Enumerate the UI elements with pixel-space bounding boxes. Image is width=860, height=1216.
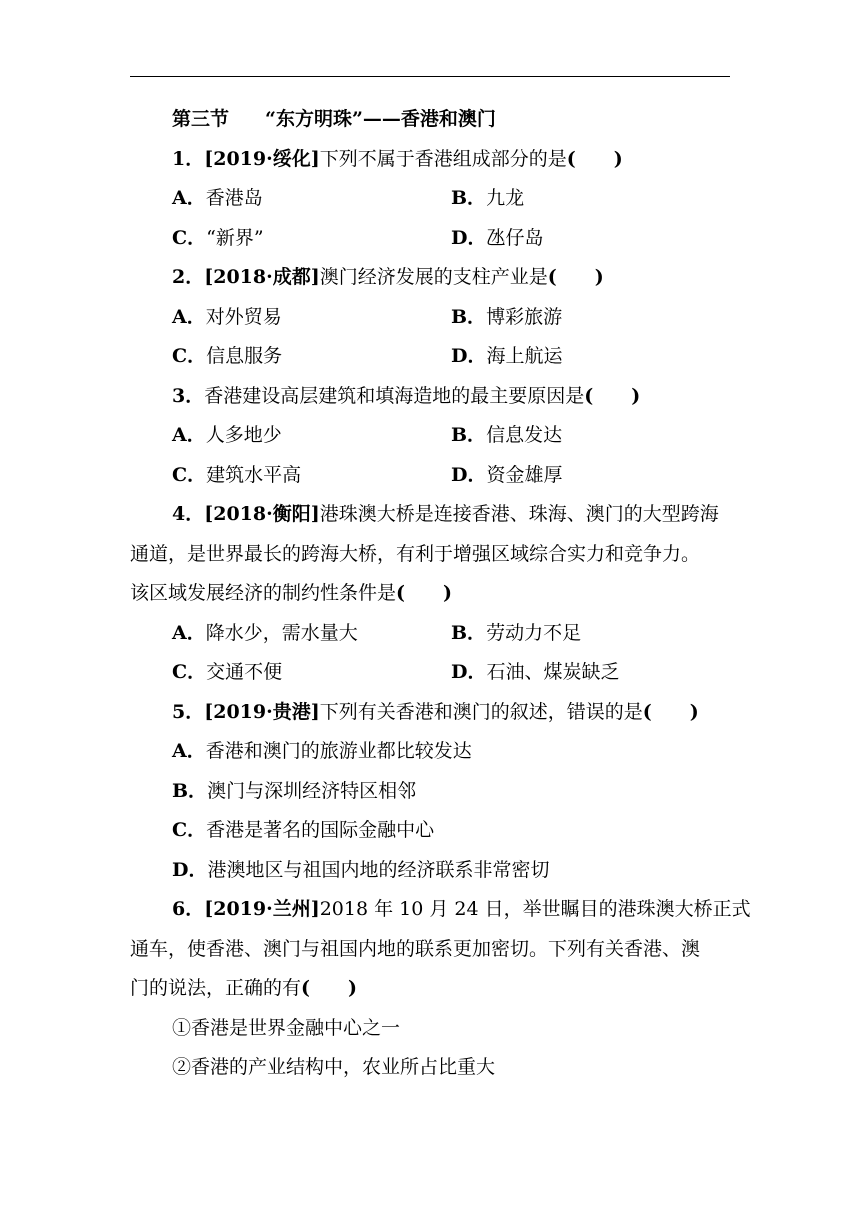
question-text: 香港建设高层建筑和填海造地的最主要原因是: [204, 384, 585, 407]
question-source: [2019·贵港]: [204, 700, 320, 723]
question-6-continued: 通车，使香港、澳门与祖国内地的联系更加密切。下列有关香港、澳: [130, 937, 701, 960]
option-b: [451, 416, 730, 456]
question-number: 5．: [172, 700, 205, 723]
option-a: [172, 298, 451, 338]
option-text: “新界”: [206, 226, 264, 249]
options-row: [130, 653, 730, 693]
question-source: [2018·衡阳]: [204, 503, 320, 525]
option-d: [451, 219, 730, 259]
question-6: [130, 890, 751, 930]
question-text: 该区域发展经济的制约性条件是: [130, 582, 397, 604]
option-c: [172, 219, 451, 259]
option-letter: A．: [172, 424, 206, 446]
option-text: 氹仔岛: [486, 226, 544, 249]
options-row: [130, 298, 730, 338]
option-text: 澳门与深圳经济特区相邻: [207, 779, 417, 802]
option-text: 海上航运: [486, 345, 563, 367]
option-letter: B．: [451, 305, 487, 328]
option-text: 石油、煤炭缺乏: [486, 661, 620, 683]
option-b: [130, 772, 730, 812]
section-title: “东方明珠”——香港和澳门: [265, 108, 496, 130]
option-letter: B．: [451, 187, 487, 209]
question-text: 2018 年 10 月 24 日，举世瞩目的港珠澳大桥正式: [319, 898, 751, 920]
option-letter: D．: [451, 463, 487, 486]
option-text: 信息发达: [486, 424, 563, 446]
option-text: 香港是著名的国际金融中心: [206, 819, 435, 841]
statement-1: ①香港是世界金融中心之一: [172, 1016, 401, 1039]
answer-blank: ( ): [547, 266, 604, 288]
question-text: 港珠澳大桥是连接香港、珠海、澳门的大型跨海: [319, 503, 719, 525]
statement-2: ②香港的产业结构中，农业所占比重大: [172, 1056, 496, 1078]
question-source: [2019·兰州]: [204, 898, 320, 920]
option-letter: B．: [451, 621, 487, 644]
option-letter: B．: [451, 424, 487, 446]
option-letter: C．: [172, 345, 207, 367]
option-text: 香港和澳门的旅游业都比较发达: [205, 740, 472, 762]
option-letter: B．: [172, 779, 208, 802]
option-letter: C．: [172, 226, 207, 249]
option-letter: D．: [172, 858, 208, 881]
option-letter: C．: [172, 463, 207, 486]
question-number: 2．: [172, 266, 205, 288]
worksheet-content: [130, 100, 751, 1088]
question-4: [130, 495, 730, 535]
option-text: 博彩旅游: [486, 305, 563, 328]
question-text: 下列有关香港和澳门的叙述，错误的是: [319, 700, 643, 723]
option-text: 交通不便: [206, 661, 283, 683]
question-text: 下列不属于香港组成部分的是: [319, 147, 567, 170]
question-source: [2018·成都]: [204, 266, 320, 288]
option-text: 人多地少: [205, 424, 282, 446]
option-text: 香港岛: [205, 187, 263, 209]
option-a: [172, 179, 451, 219]
question-3: [130, 377, 730, 417]
option-text: 对外贸易: [205, 305, 282, 328]
option-text: 港澳地区与祖国内地的经济联系非常密切: [207, 858, 550, 881]
option-c: [130, 811, 730, 851]
answer-blank: ( ): [566, 147, 623, 170]
question-6-continued: [130, 969, 730, 1009]
option-letter: A．: [172, 740, 206, 762]
option-d: [451, 456, 730, 496]
option-a: [172, 416, 451, 456]
option-letter: D．: [451, 345, 487, 367]
option-letter: D．: [451, 661, 487, 683]
answer-blank: ( ): [396, 582, 452, 604]
option-letter: C．: [172, 661, 207, 683]
question-4-continued: [130, 574, 730, 614]
option-text: 建筑水平高: [206, 463, 302, 486]
option-text: 降水少，需水量大: [205, 621, 358, 644]
option-b: [451, 298, 730, 338]
option-c: [172, 456, 451, 496]
options-row: [130, 416, 730, 456]
options-row: [130, 179, 730, 219]
options-row: [130, 614, 730, 654]
option-a: [130, 732, 730, 772]
option-text: 信息服务: [206, 345, 283, 367]
option-d: [451, 653, 730, 693]
header-rule: [130, 76, 730, 77]
question-number: 6．: [172, 898, 205, 920]
option-letter: A．: [172, 621, 206, 644]
question-number: 3．: [172, 384, 205, 407]
option-d: [130, 851, 730, 891]
option-d: [451, 337, 730, 377]
question-1: [130, 140, 730, 180]
section-number: 第三节: [172, 108, 230, 130]
options-row: [130, 219, 730, 259]
answer-blank: ( ): [584, 384, 641, 407]
answer-blank: ( ): [642, 700, 699, 723]
option-b: [451, 179, 730, 219]
question-number: 1．: [172, 147, 205, 170]
option-text: 九龙: [486, 187, 525, 209]
question-source: [2019·绥化]: [204, 147, 320, 170]
option-a: [172, 614, 451, 654]
option-text: 劳动力不足: [486, 621, 582, 644]
options-row: [130, 456, 730, 496]
question-2: [130, 258, 730, 298]
section-heading: [130, 100, 730, 140]
question-5: [130, 693, 730, 733]
option-letter: A．: [172, 187, 206, 209]
question-text: 门的说法，正确的有: [130, 977, 302, 999]
option-letter: C．: [172, 819, 207, 841]
option-letter: A．: [172, 305, 206, 328]
option-text: 资金雄厚: [486, 463, 563, 486]
option-letter: D．: [451, 226, 487, 249]
options-row: [130, 337, 730, 377]
answer-blank: ( ): [301, 977, 357, 999]
option-c: [172, 337, 451, 377]
option-c: [172, 653, 451, 693]
question-text: 澳门经济发展的支柱产业是: [319, 266, 548, 288]
question-number: 4．: [172, 503, 205, 525]
option-b: [451, 614, 730, 654]
question-4-continued: 通道，是世界最长的跨海大桥，有利于增强区域综合实力和竞争力。: [130, 542, 701, 565]
